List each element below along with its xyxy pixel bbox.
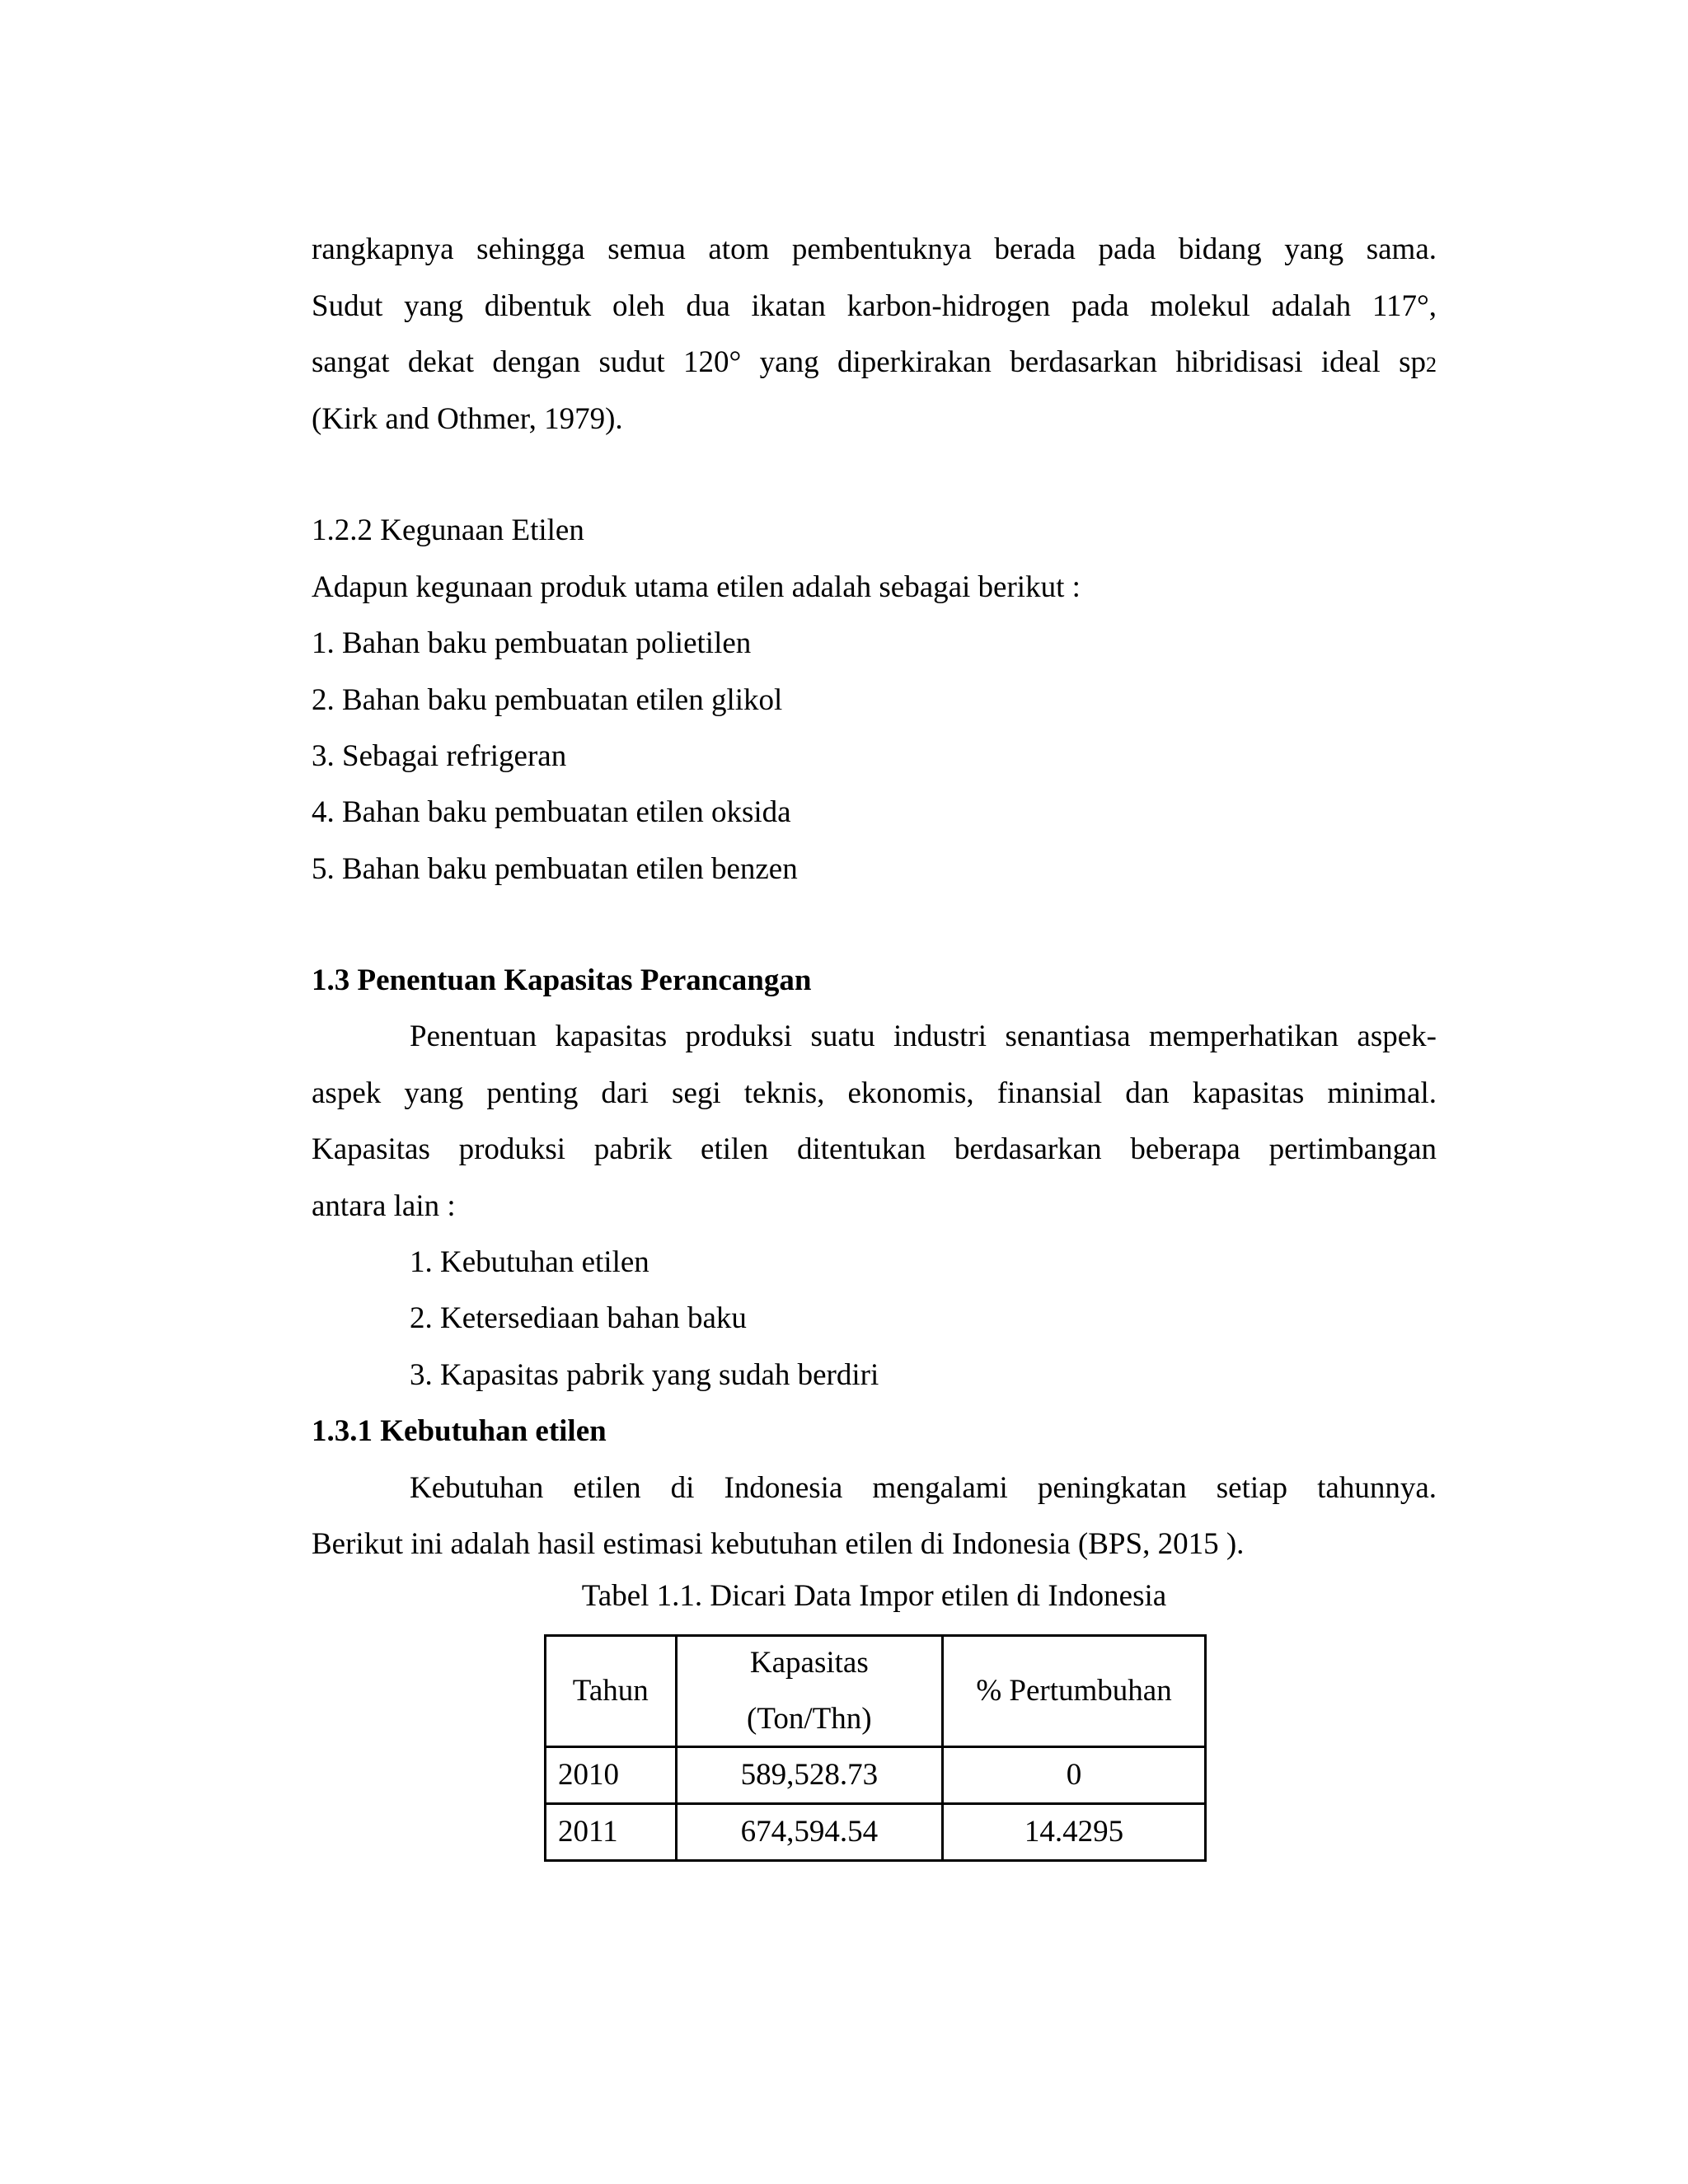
list-item: 2. Bahan baku pembuatan etilen glikol <box>312 683 783 717</box>
table-caption: Tabel 1.1. Dicari Data Impor etilen di Indonesia <box>581 1579 1167 1613</box>
table-cell: 2011 <box>546 1804 677 1861</box>
list-item: 2. Ketersediaan bahan baku <box>410 1301 747 1335</box>
header-kapasitas <box>676 1636 943 1747</box>
header-kapasitas-unit: (Ton/Thn) <box>747 1702 872 1736</box>
header-kapasitas-label: Kapasitas <box>749 1646 869 1680</box>
section-13-para-line: Kapasitas produksi pabrik etilen ditentukan berdasarkan beberapa pertimbangan <box>312 1132 1437 1166</box>
table-cell: 0 <box>943 1747 1206 1804</box>
section-heading-13: 1.3 Penentuan Kapasitas Perancangan <box>312 963 812 997</box>
section-13-para-line: Penentuan kapasitas produksi suatu industri senantiasa memperhatikan aspek- <box>410 1019 1437 1053</box>
list-item: 3. Kapasitas pabrik yang sudah berdiri <box>410 1358 879 1392</box>
list-item: 1. Bahan baku pembuatan polietilen <box>312 626 752 660</box>
list-item: 1. Kebutuhan etilen <box>410 1245 649 1279</box>
document-page <box>312 0 1437 2184</box>
header-tahun: Tahun <box>546 1636 677 1747</box>
intro-line-2: Sudut yang dibentuk oleh dua ikatan karbon-hidrogen pada molekul adalah 117°, <box>312 289 1437 323</box>
table-cell: 589,528.73 <box>676 1747 943 1804</box>
subscript-2: 2 <box>1426 353 1437 377</box>
table-row <box>546 1747 1206 1804</box>
section-122-lead: Adapun kegunaan produk utama etilen adalah sebagai berikut : <box>312 570 1081 604</box>
table-cell: 2010 <box>546 1747 677 1804</box>
section-13-para-line: aspek yang penting dari segi teknis, ekonomis, finansial dan kapasitas minimal. <box>312 1076 1437 1110</box>
list-item: 5. Bahan baku pembuatan etilen benzen <box>312 852 798 886</box>
section-131-para-line: Berikut ini adalah hasil estimasi kebutuhan etilen di Indonesia (BPS, 2015 ). <box>312 1527 1245 1561</box>
data-table <box>544 1634 1207 1862</box>
table-row <box>546 1804 1206 1861</box>
intro-line-1: rangkapnya sehingga semua atom pembentuknya berada pada bidang yang sama. <box>312 232 1437 266</box>
intro-line-3 <box>312 344 1437 383</box>
intro-line-3-text: sangat dekat dengan sudut 120° yang diperkirakan berdasarkan hibridisasi ideal sp <box>312 345 1426 379</box>
table-cell: 674,594.54 <box>676 1804 943 1861</box>
header-pertumbuhan: % Pertumbuhan <box>943 1636 1206 1747</box>
list-item: 4. Bahan baku pembuatan etilen oksida <box>312 795 791 829</box>
list-item: 3. Sebagai refrigeran <box>312 739 567 773</box>
table-cell: 14.4295 <box>943 1804 1206 1861</box>
table-header-row <box>546 1636 1206 1747</box>
intro-line-4: (Kirk and Othmer, 1979). <box>312 402 623 436</box>
section-heading-122: 1.2.2 Kegunaan Etilen <box>312 513 584 547</box>
section-heading-131: 1.3.1 Kebutuhan etilen <box>312 1414 607 1448</box>
section-13-para-line: antara lain : <box>312 1189 456 1223</box>
section-131-para-line: Kebutuhan etilen di Indonesia mengalami peningkatan setiap tahunnya. <box>410 1471 1437 1505</box>
